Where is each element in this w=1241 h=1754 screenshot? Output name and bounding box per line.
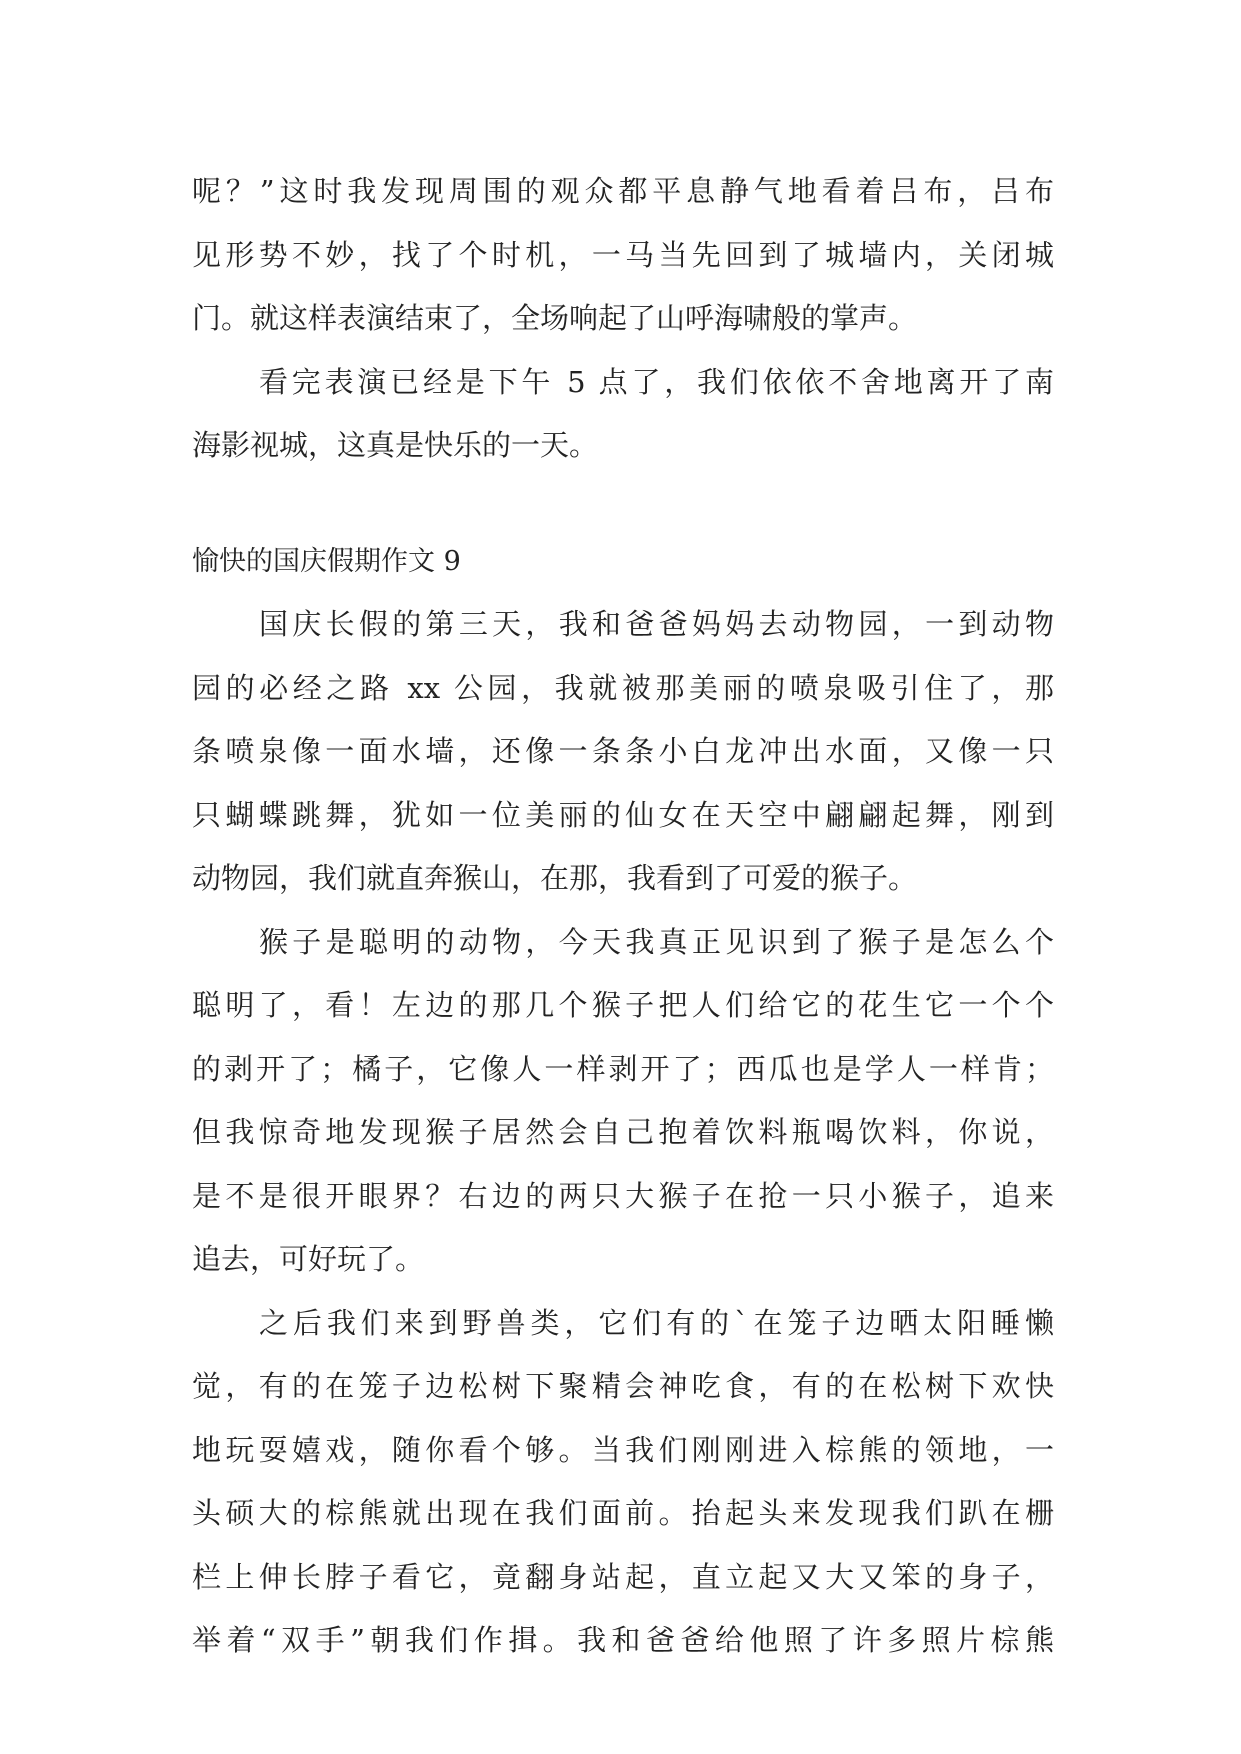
text-line: 之后我们来到野兽类，它们有的`在笼子边晒太阳睡懒: [259, 1305, 1054, 1340]
closing-paragraph: [192, 351, 1054, 478]
text-line: 国庆长假的第三天，我和爸爸妈妈去动物园，一到动物: [259, 607, 1054, 641]
text-line: 门。就这样表演结束了，全场响起了山呼海啸般的掌声。: [192, 301, 918, 335]
continuation-paragraph: [192, 160, 1054, 351]
text-line: 地玩耍嬉戏，随你看个够。当我们刚刚进入棕熊的领地，一: [192, 1432, 1054, 1467]
text-line: 动物园，我们就直奔猴山，在那，我看到了可爱的猴子。: [192, 861, 918, 895]
section-title: 愉快的国庆假期作文 9: [192, 545, 461, 577]
text-line: 看完表演已经是下午 5 点了，我们依依不舍地离开了南: [259, 364, 1054, 399]
text-line: 见形势不妙，找了个时机，一马当先回到了城墙内，关闭城: [192, 237, 1054, 272]
text-line: 海影视城，这真是快乐的一天。: [192, 428, 599, 462]
text-line: 的剥开了；橘子，它像人一样剥开了；西瓜也是学人一样肯；: [192, 1051, 1054, 1086]
text-line: 条喷泉像一面水墙，还像一条条小白龙冲出水面，又像一只: [192, 734, 1054, 768]
text-line: 头硕大的棕熊就出现在我们面前。抬起头来发现我们趴在栅: [192, 1496, 1054, 1530]
text-line: 呢？”这时我发现周围的观众都平息静气地看着吕布，吕布: [192, 174, 1054, 208]
text-line: 猴子是聪明的动物，今天我真正见识到了猴子是怎么个: [259, 924, 1054, 959]
text-line: 举着“双手”朝我们作揖。我和爸爸给他照了许多照片棕熊: [192, 1623, 1054, 1657]
text-line: 聪明了，看！左边的那几个猴子把人们给它的花生它一个个: [192, 988, 1054, 1022]
document-body: [192, 160, 1054, 1673]
text-line: 只蝴蝶跳舞，犹如一位美丽的仙女在天空中翩翩起舞，刚到: [192, 797, 1054, 832]
text-line: 但我惊奇地发现猴子居然会自己抱着饮料瓶喝饮料，你说，: [192, 1115, 1054, 1149]
text-line: 追去，可好玩了。: [192, 1242, 425, 1276]
paragraph-fountain-zoo: [192, 593, 1054, 911]
paragraph-beasts: [192, 1292, 1054, 1673]
text-line: 栏上伸长脖子看它，竟翻身站起，直立起又大又笨的身子，: [192, 1559, 1054, 1594]
paragraph-monkeys: [192, 911, 1054, 1292]
text-line: 是不是很开眼界？右边的两只大猴子在抢一只小猴子，追来: [192, 1178, 1054, 1213]
text-line: 觉，有的在笼子边松树下聚精会神吃食，有的在松树下欢快: [192, 1369, 1054, 1403]
text-line: 园的必经之路 xx 公园，我就被那美丽的喷泉吸引住了，那: [192, 670, 1054, 705]
